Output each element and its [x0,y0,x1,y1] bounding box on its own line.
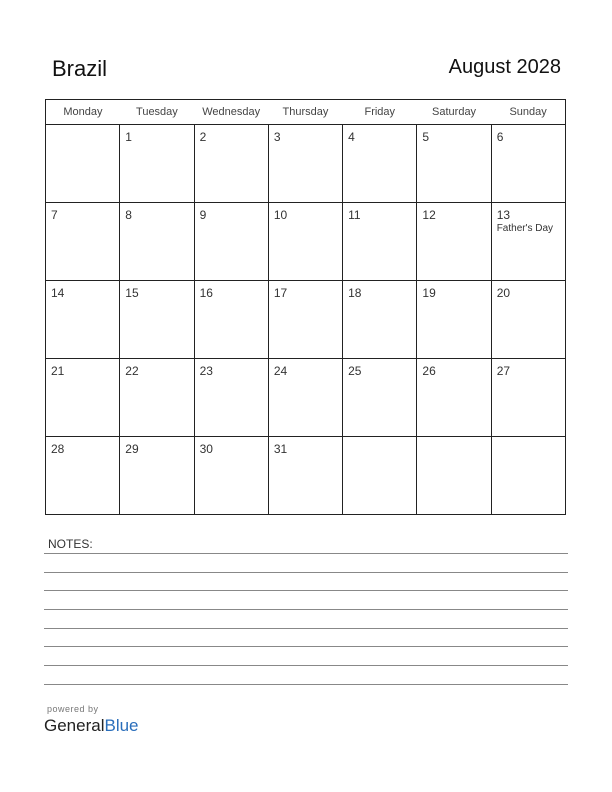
day-number: 10 [273,208,288,222]
day-cell [46,437,120,515]
day-cell [417,359,491,437]
day-cell [268,125,342,203]
day-number: 29 [125,442,139,456]
brand-general-text: General [44,716,105,735]
day-cell [417,281,491,359]
day-number: 28 [51,442,65,456]
weekday-header: Saturday [417,100,491,125]
day-number: 21 [51,364,65,378]
day-cell [343,359,417,437]
month-year-title: August 2028 [448,56,561,78]
day-number: 11 [348,208,361,222]
day-number: 26 [422,364,436,378]
day-cell [417,437,491,515]
day-cell [491,281,565,359]
day-cell [417,125,491,203]
day-number: 24 [273,364,288,378]
weekday-header: Monday [46,100,120,125]
day-number: 23 [199,364,213,378]
day-number: 22 [125,364,139,378]
day-cell [46,359,120,437]
note-line [44,646,568,647]
day-cell [46,203,120,281]
day-cell [417,203,491,281]
note-line [44,590,568,591]
day-cell [194,125,268,203]
day-cell [194,359,268,437]
day-number: 3 [273,130,281,144]
day-number: 30 [199,442,213,456]
day-cell [491,203,565,281]
day-cell [343,125,417,203]
day-number: 8 [125,208,132,222]
day-number: 12 [422,208,436,222]
day-cell [120,281,194,359]
day-cell [491,125,565,203]
day-number: 25 [348,364,362,378]
day-cell [194,437,268,515]
generalblue-logo[interactable] [44,716,139,736]
day-number: 31 [273,442,288,456]
day-cell [120,125,194,203]
week-row [46,203,566,281]
day-number: 15 [125,286,139,300]
day-cell [343,203,417,281]
powered-by-text: powered by [47,704,99,714]
country-title: Brazil [52,56,108,81]
day-number: 13 [496,208,511,222]
note-line [44,572,568,573]
day-cell [194,281,268,359]
day-number: 9 [199,208,207,222]
note-line [44,684,568,685]
day-cell [120,437,194,515]
day-cell [46,281,120,359]
day-number: 16 [199,286,213,300]
day-cell [268,359,342,437]
weekday-header: Sunday [491,100,565,125]
holiday-label: Father's Day [496,223,554,234]
brand-blue-text: Blue [104,716,139,735]
day-cell [268,281,342,359]
weekday-header-row [46,100,566,125]
day-number: 27 [496,364,511,378]
calendar-grid [45,99,566,515]
day-number: 1 [125,130,132,144]
day-cell [120,203,194,281]
day-number: 14 [51,286,65,300]
day-number: 2 [199,130,207,144]
day-number: 4 [348,130,355,144]
day-cell [343,281,417,359]
weekday-header: Friday [343,100,417,125]
day-cell [491,359,565,437]
note-line [44,628,568,629]
day-cell [491,437,565,515]
day-number: 7 [51,208,58,222]
weekday-header: Thursday [268,100,342,125]
weekday-header: Wednesday [194,100,268,125]
notes-label: NOTES: [48,537,93,551]
day-cell [268,437,342,515]
day-number: 6 [496,130,504,144]
day-number: 20 [496,286,511,300]
week-row [46,437,566,515]
day-cell [194,203,268,281]
day-number: 18 [348,286,362,300]
week-row [46,125,566,203]
note-line [44,553,568,554]
week-row [46,359,566,437]
week-row [46,281,566,359]
note-line [44,609,568,610]
day-number: 19 [422,286,436,300]
day-number: 17 [273,286,288,300]
day-cell [343,437,417,515]
weekday-header: Tuesday [120,100,194,125]
day-cell [46,125,120,203]
day-cell [268,203,342,281]
day-number: 5 [422,130,430,144]
day-cell [120,359,194,437]
note-line [44,665,568,666]
